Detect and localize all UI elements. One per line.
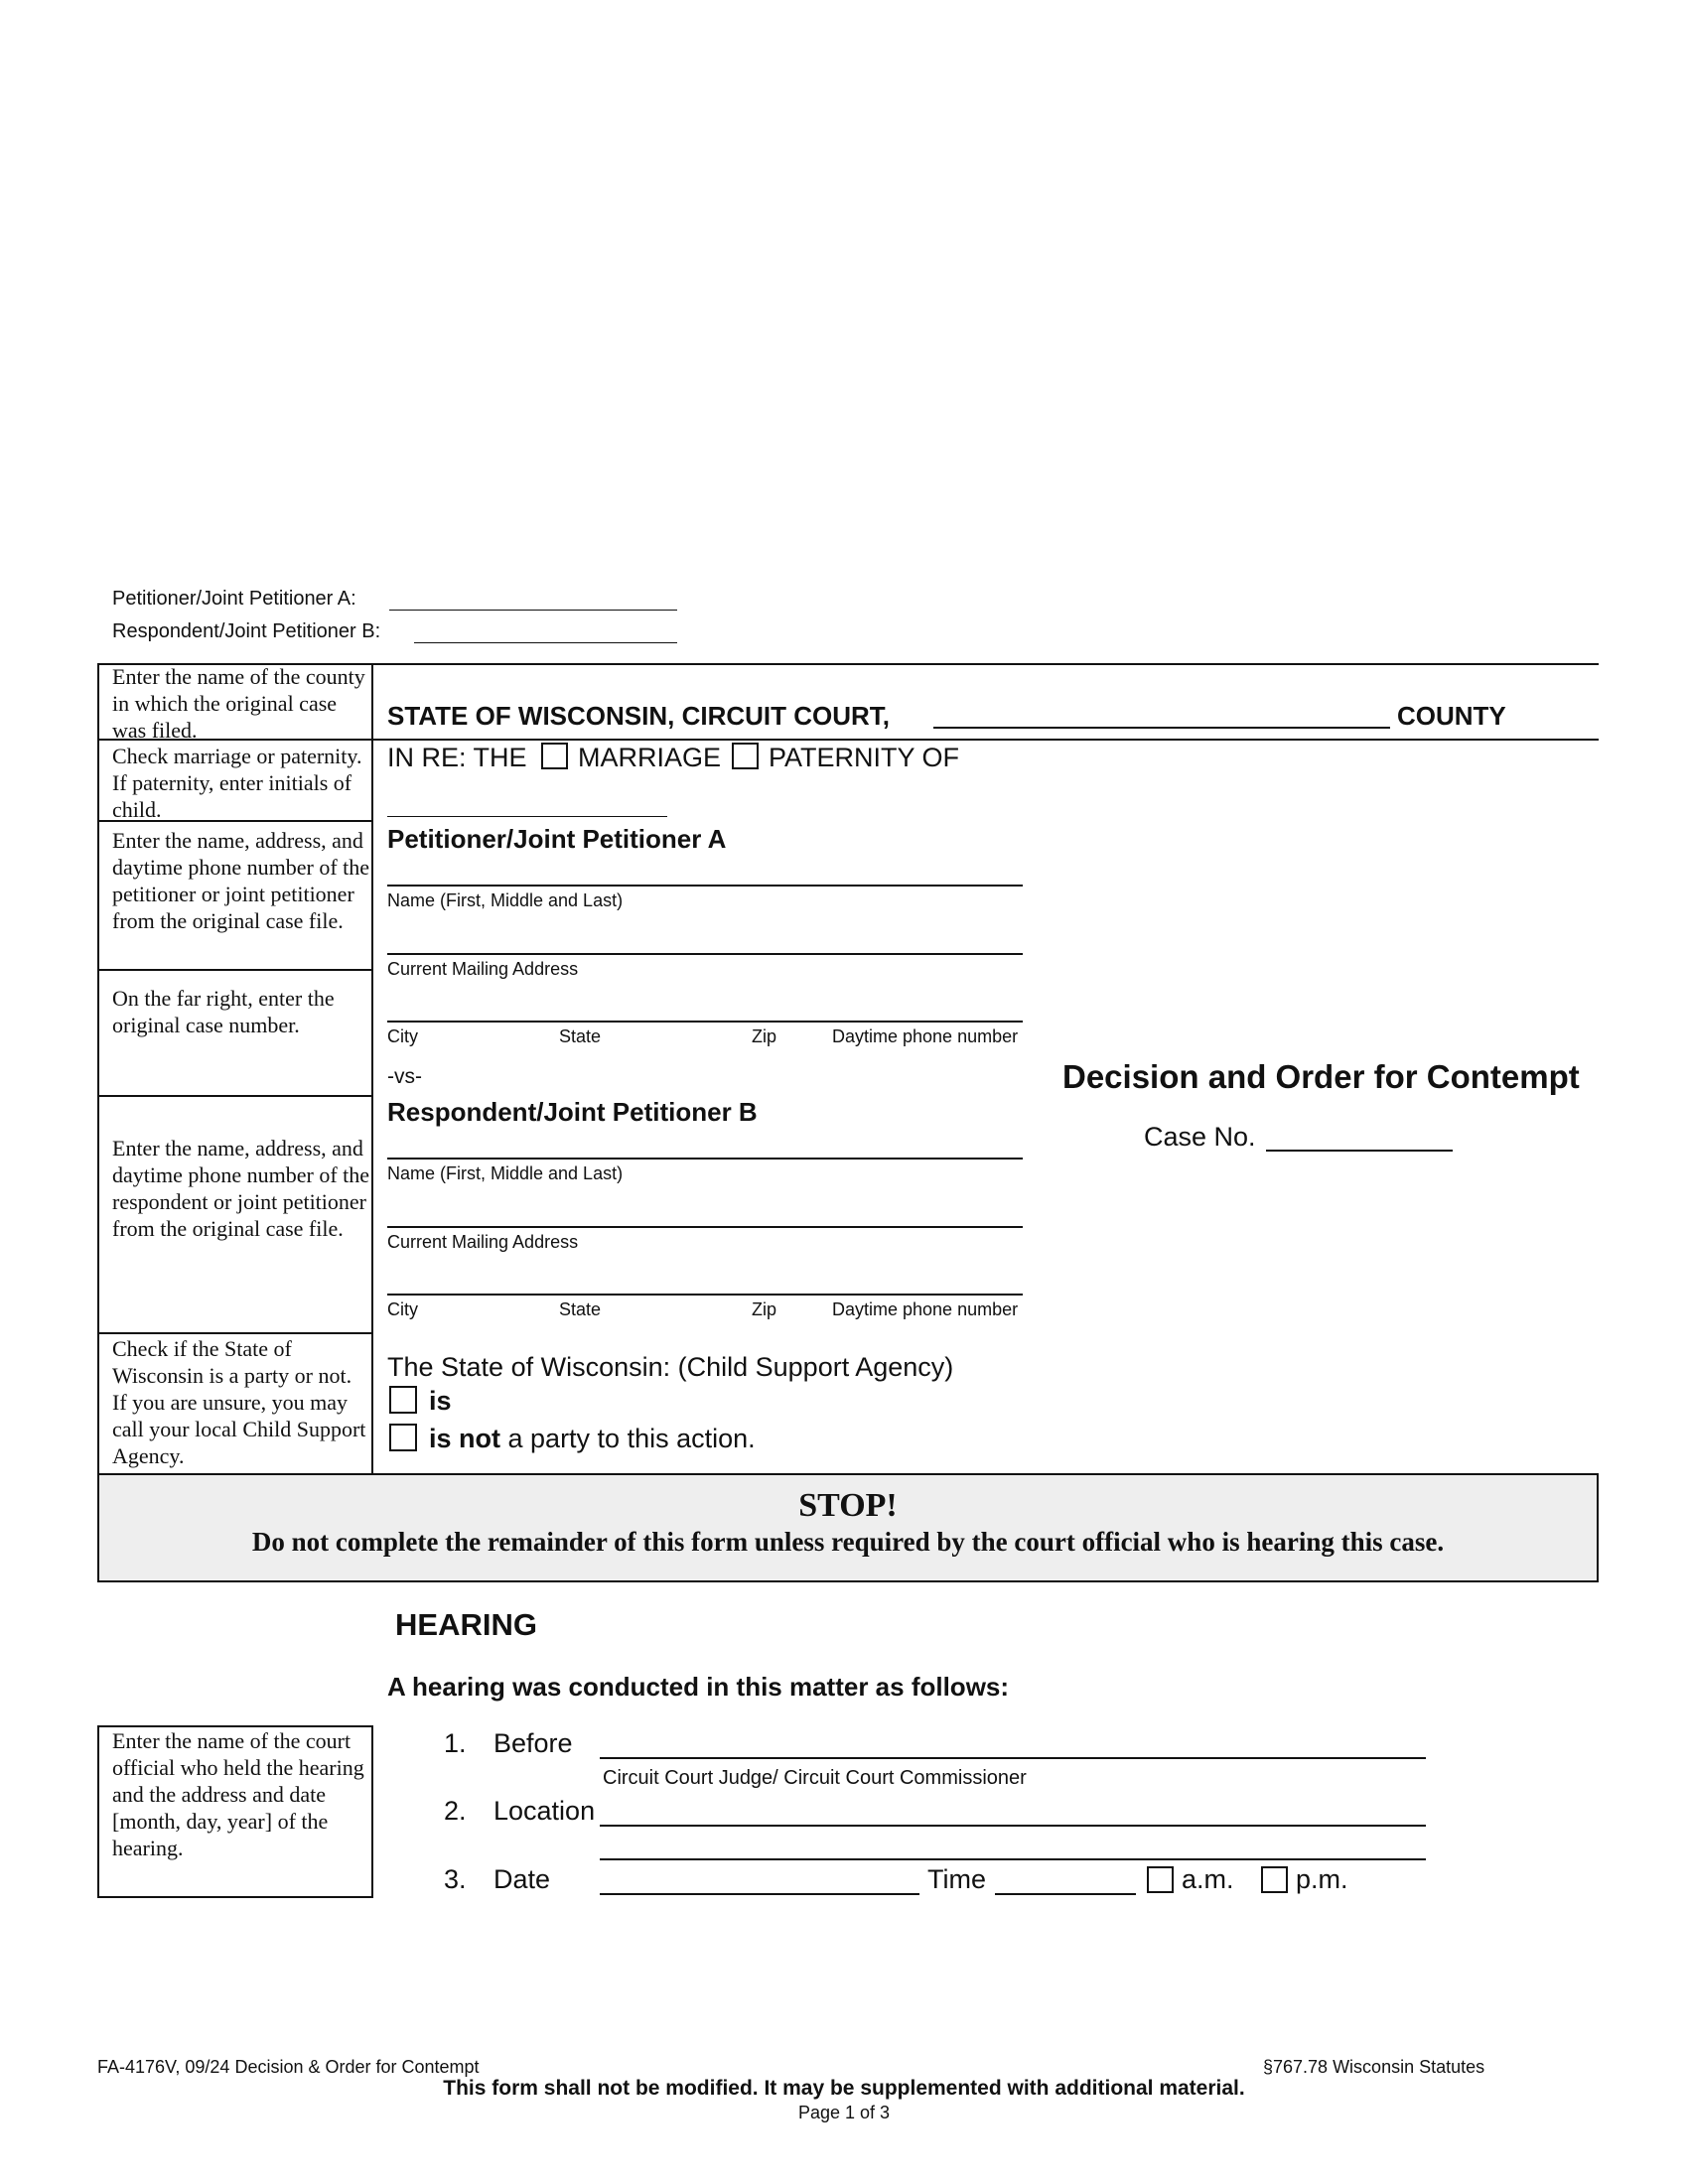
before-field[interactable] (600, 1757, 1426, 1759)
pm-checkbox[interactable] (1261, 1866, 1288, 1893)
caption-rule (371, 739, 1599, 741)
stop-banner (97, 1473, 1599, 1582)
respondent-zip-label: Zip (752, 1299, 777, 1319)
case-no-label: Case No. (1144, 1122, 1256, 1152)
petitioner-city-field[interactable] (387, 1021, 1023, 1023)
item-2-num: 2. (444, 1796, 467, 1826)
petitioner-phone-label: Daytime phone number (832, 1026, 1019, 1046)
state-party-heading: The State of Wisconsin: (Child Support Agency) (387, 1352, 954, 1382)
county-field[interactable] (933, 727, 1390, 729)
county-label: COUNTY (1397, 701, 1506, 731)
respondent-header-field[interactable] (414, 642, 677, 643)
instruction-marriage: Check marriage or paternity. If paternity, enter initials of child. (112, 744, 362, 822)
state-is-not-row (429, 1424, 756, 1454)
left-border (97, 663, 99, 1474)
date-label: Date (493, 1864, 551, 1894)
side-sep-3 (97, 969, 371, 971)
footer-form-id: FA-4176V, 09/24 Decision & Order for Contempt (97, 2057, 480, 2077)
footer-page: Page 1 of 3 (797, 2103, 891, 2122)
state-is-label: is (429, 1386, 452, 1416)
instruction-petitioner: Enter the name, address, and daytime phone number of the petitioner or joint petitioner from the original case file. (112, 828, 370, 933)
hearing-heading: HEARING (395, 1607, 537, 1642)
marriage-checkbox[interactable] (541, 743, 568, 769)
case-no-field[interactable] (1266, 1150, 1453, 1152)
side-sep-4 (97, 1095, 371, 1097)
instruction-state-party: Check if the State of Wisconsin is a party or not. If you are unsure, you may call your local Child Support Agency. (112, 1336, 366, 1468)
side-sep-5 (97, 1332, 371, 1334)
respondent-city-label: City (387, 1299, 418, 1319)
petitioner-heading: Petitioner/Joint Petitioner A (387, 824, 727, 854)
state-is-not-label: is not (429, 1424, 500, 1453)
respondent-phone-label: Daytime phone number (832, 1299, 1019, 1319)
time-field[interactable] (995, 1893, 1136, 1895)
sidebar-divider (371, 663, 373, 1474)
time-label: Time (927, 1864, 986, 1894)
stop-title: STOP! (798, 1487, 898, 1524)
instruction-county: Enter the name of the county in which the original case was filed. (112, 664, 365, 743)
instruction-hearing: Enter the name of the court official who held the hearing and the address and date [month, day, year] of the hearing. (112, 1728, 364, 1860)
petitioner-header-field[interactable] (389, 610, 677, 611)
hearing-intro: A hearing was conducted in this matter as follows: (387, 1672, 1010, 1702)
versus-label: -vs- (387, 1065, 422, 1088)
stop-message: Do not complete the remainder of this form unless required by the court official who is hearing this case. (251, 1527, 1445, 1557)
child-initials-field[interactable] (387, 816, 667, 817)
petitioner-zip-label: Zip (752, 1026, 777, 1046)
instruction-respondent: Enter the name, address, and daytime phone number of the respondent or joint petitioner from the original case file. (112, 1136, 370, 1241)
paternity-checkbox[interactable] (732, 743, 759, 769)
location-field-1[interactable] (600, 1825, 1426, 1827)
respondent-state-label: State (559, 1299, 602, 1319)
location-label: Location (493, 1796, 596, 1826)
marriage-label: MARRIAGE (578, 743, 722, 772)
footer-notice: This form shall not be modified. It may be supplemented with additional material. (443, 2077, 1245, 2100)
am-label: a.m. (1182, 1864, 1234, 1894)
instruction-case-number: On the far right, enter the original case number. (112, 986, 335, 1037)
respondent-city-field[interactable] (387, 1294, 1023, 1296)
state-party-suffix: a party to this action. (507, 1424, 756, 1453)
court-caption: STATE OF WISCONSIN, CIRCUIT COURT, (387, 701, 891, 731)
respondent-name-label: Name (First, Middle and Last) (387, 1163, 624, 1183)
in-re-label: IN RE: THE (387, 743, 527, 772)
state-is-checkbox[interactable] (389, 1386, 417, 1414)
location-field-2[interactable] (600, 1858, 1426, 1860)
respondent-address-label: Current Mailing Address (387, 1232, 579, 1252)
item-1-num: 1. (444, 1728, 467, 1758)
paternity-label: PATERNITY OF (769, 743, 960, 772)
state-is-not-checkbox[interactable] (389, 1424, 417, 1451)
petitioner-state-label: State (559, 1026, 602, 1046)
pm-label: p.m. (1296, 1864, 1348, 1894)
am-checkbox[interactable] (1147, 1866, 1174, 1893)
petitioner-header-label: Petitioner/Joint Petitioner A: (112, 588, 356, 610)
before-label: Before (493, 1728, 573, 1758)
petitioner-name-label: Name (First, Middle and Last) (387, 890, 624, 910)
item-3-num: 3. (444, 1864, 467, 1894)
petitioner-address-field[interactable] (387, 953, 1023, 955)
petitioner-address-label: Current Mailing Address (387, 959, 579, 979)
respondent-header-label: Respondent/Joint Petitioner B: (112, 620, 381, 642)
form-title: Decision and Order for Contempt (1062, 1058, 1580, 1095)
respondent-name-field[interactable] (387, 1158, 1023, 1160)
date-field[interactable] (600, 1893, 919, 1895)
petitioner-city-label: City (387, 1026, 418, 1046)
respondent-heading: Respondent/Joint Petitioner B (387, 1097, 758, 1127)
petitioner-name-field[interactable] (387, 885, 1023, 887)
respondent-address-field[interactable] (387, 1226, 1023, 1228)
footer-statute: §767.78 Wisconsin Statutes (1263, 2057, 1485, 2077)
before-caption: Circuit Court Judge/ Circuit Court Commissioner (603, 1767, 1027, 1789)
